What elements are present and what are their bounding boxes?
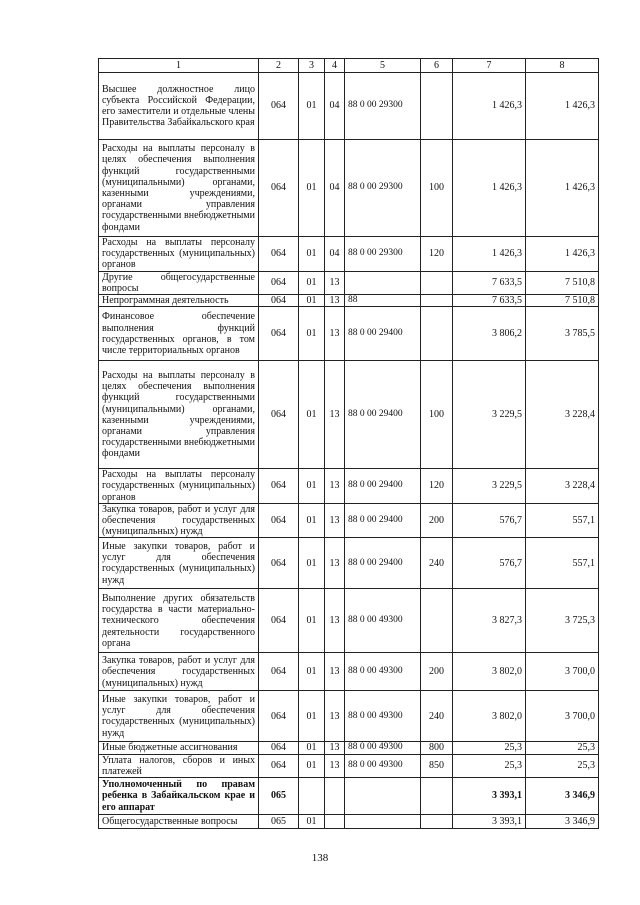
row-name-cell: Уполномоченный по правам ребенка в Забайкальском крае и его аппарат <box>99 778 259 815</box>
row-csr-cell: 88 0 00 29400 <box>345 307 421 361</box>
row-pr-cell: 13 <box>325 653 345 691</box>
row-name-cell: Уплата налогов, сборов и иных платежей <box>99 754 259 777</box>
row-pr-cell: 04 <box>325 140 345 237</box>
row-pr-cell: 13 <box>325 691 345 742</box>
row-rz-cell: 01 <box>299 295 325 307</box>
row-gr-cell: 064 <box>259 361 299 469</box>
table-row <box>99 295 599 307</box>
row-vr-cell: 200 <box>421 503 453 538</box>
table-row <box>99 815 599 829</box>
table-row <box>99 754 599 777</box>
row-value-2021-cell: 3 393,1 <box>453 815 526 829</box>
row-pr-cell: 04 <box>325 73 345 140</box>
row-pr-cell <box>325 778 345 815</box>
header-cell-1: 1 <box>99 59 259 73</box>
row-value-2021-cell: 1 426,3 <box>453 237 526 272</box>
row-vr-cell <box>421 73 453 140</box>
row-name-cell: Иные закупки товаров, работ и услуг для обеспечения государственных (муниципальных) нужд <box>99 538 259 589</box>
row-vr-cell <box>421 589 453 653</box>
row-pr-cell: 13 <box>325 361 345 469</box>
row-csr-cell: 88 0 00 49300 <box>345 742 421 754</box>
row-value-2021-cell: 3 229,5 <box>453 469 526 504</box>
row-vr-cell: 850 <box>421 754 453 777</box>
header-cell-3: 3 <box>299 59 325 73</box>
row-value-2022-cell: 557,1 <box>526 503 599 538</box>
row-gr-cell: 064 <box>259 295 299 307</box>
row-value-2022-cell: 25,3 <box>526 754 599 777</box>
table-row <box>99 538 599 589</box>
row-value-2022-cell: 1 426,3 <box>526 140 599 237</box>
row-pr-cell: 13 <box>325 742 345 754</box>
row-value-2021-cell: 1 426,3 <box>453 73 526 140</box>
row-name-cell: Закупка товаров, работ и услуг для обеспечения государственных (муниципальных) нужд <box>99 503 259 538</box>
row-rz-cell: 01 <box>299 589 325 653</box>
row-gr-cell: 064 <box>259 237 299 272</box>
row-value-2022-cell: 3 346,9 <box>526 815 599 829</box>
row-csr-cell: 88 0 00 29300 <box>345 237 421 272</box>
row-value-2021-cell: 25,3 <box>453 742 526 754</box>
row-name-cell: Общегосударственные вопросы <box>99 815 259 829</box>
table-row <box>99 778 599 815</box>
row-value-2021-cell: 3 229,5 <box>453 361 526 469</box>
row-value-2021-cell: 25,3 <box>453 754 526 777</box>
row-value-2022-cell: 25,3 <box>526 742 599 754</box>
table-row <box>99 691 599 742</box>
row-rz-cell: 01 <box>299 815 325 829</box>
row-csr-cell <box>345 778 421 815</box>
row-vr-cell <box>421 295 453 307</box>
table-row <box>99 237 599 272</box>
row-rz-cell: 01 <box>299 538 325 589</box>
row-csr-cell: 88 <box>345 295 421 307</box>
row-vr-cell: 100 <box>421 140 453 237</box>
row-gr-cell: 064 <box>259 742 299 754</box>
row-name-cell: Иные закупки товаров, работ и услуг для обеспечения государственных (муниципальных) нужд <box>99 691 259 742</box>
row-pr-cell: 13 <box>325 307 345 361</box>
row-pr-cell: 13 <box>325 295 345 307</box>
row-gr-cell: 064 <box>259 653 299 691</box>
row-rz-cell: 01 <box>299 754 325 777</box>
table-row <box>99 742 599 754</box>
row-csr-cell <box>345 271 421 294</box>
row-rz-cell: 01 <box>299 361 325 469</box>
table-row <box>99 503 599 538</box>
row-gr-cell: 064 <box>259 140 299 237</box>
row-csr-cell: 88 0 00 49300 <box>345 653 421 691</box>
row-value-2021-cell: 576,7 <box>453 538 526 589</box>
row-gr-cell: 064 <box>259 589 299 653</box>
table-row <box>99 271 599 294</box>
row-vr-cell: 240 <box>421 691 453 742</box>
row-name-cell: Выполнение других обязательств государства в части материально-технического обеспечения деятельности государственного органа <box>99 589 259 653</box>
row-name-cell: Другие общегосударственные вопросы <box>99 271 259 294</box>
row-pr-cell: 13 <box>325 754 345 777</box>
table-row <box>99 73 599 140</box>
row-csr-cell: 88 0 00 29400 <box>345 503 421 538</box>
row-value-2022-cell: 557,1 <box>526 538 599 589</box>
row-value-2021-cell: 3 802,0 <box>453 653 526 691</box>
row-name-cell: Расходы на выплаты персоналу государственных (муниципальных) органов <box>99 237 259 272</box>
row-pr-cell: 13 <box>325 538 345 589</box>
header-cell-2: 2 <box>259 59 299 73</box>
page-number: 138 <box>311 852 329 864</box>
row-gr-cell: 064 <box>259 538 299 589</box>
row-value-2021-cell: 3 827,3 <box>453 589 526 653</box>
row-pr-cell: 04 <box>325 237 345 272</box>
row-value-2022-cell: 7 510,8 <box>526 295 599 307</box>
row-csr-cell: 88 0 00 49300 <box>345 754 421 777</box>
row-pr-cell <box>325 815 345 829</box>
table-row <box>99 361 599 469</box>
row-value-2022-cell: 1 426,3 <box>526 237 599 272</box>
row-rz-cell: 01 <box>299 140 325 237</box>
row-value-2022-cell: 3 228,4 <box>526 469 599 504</box>
row-csr-cell: 88 0 00 29400 <box>345 538 421 589</box>
row-csr-cell: 88 0 00 29300 <box>345 140 421 237</box>
row-rz-cell: 01 <box>299 742 325 754</box>
row-value-2021-cell: 3 806,2 <box>453 307 526 361</box>
row-name-cell: Высшее должностное лицо субъекта Российской Федерации, его заместители и отдельные члены Правительства Забайкальского края <box>99 73 259 140</box>
row-pr-cell: 13 <box>325 271 345 294</box>
row-value-2022-cell: 7 510,8 <box>526 271 599 294</box>
row-pr-cell: 13 <box>325 589 345 653</box>
row-name-cell: Непрограммная деятельность <box>99 295 259 307</box>
row-rz-cell: 01 <box>299 691 325 742</box>
row-gr-cell: 064 <box>259 503 299 538</box>
row-gr-cell: 064 <box>259 73 299 140</box>
row-rz-cell: 01 <box>299 503 325 538</box>
row-rz-cell: 01 <box>299 653 325 691</box>
row-value-2022-cell: 3 725,3 <box>526 589 599 653</box>
table-row <box>99 589 599 653</box>
row-rz-cell: 01 <box>299 307 325 361</box>
header-cell-8: 8 <box>526 59 599 73</box>
row-gr-cell: 064 <box>259 691 299 742</box>
table-body <box>99 73 599 829</box>
row-vr-cell: 120 <box>421 469 453 504</box>
row-csr-cell: 88 0 00 29300 <box>345 73 421 140</box>
table-row <box>99 140 599 237</box>
row-gr-cell: 064 <box>259 754 299 777</box>
row-pr-cell: 13 <box>325 503 345 538</box>
row-name-cell: Расходы на выплаты персоналу государственных (муниципальных) органов <box>99 469 259 504</box>
row-value-2022-cell: 3 346,9 <box>526 778 599 815</box>
row-gr-cell: 065 <box>259 778 299 815</box>
row-vr-cell: 100 <box>421 361 453 469</box>
row-name-cell: Закупка товаров, работ и услуг для обеспечения государственных (муниципальных) нужд <box>99 653 259 691</box>
table-row <box>99 469 599 504</box>
row-rz-cell <box>299 778 325 815</box>
table-row <box>99 653 599 691</box>
row-vr-cell: 200 <box>421 653 453 691</box>
row-pr-cell: 13 <box>325 469 345 504</box>
row-name-cell: Расходы на выплаты персоналу в целях обеспечения выполнения функций государственными (муниципальными) органами, казенными учреждениями, органами управления государственными внебюджетными фондами <box>99 361 259 469</box>
row-value-2021-cell: 3 393,1 <box>453 778 526 815</box>
row-csr-cell: 88 0 00 49300 <box>345 589 421 653</box>
row-vr-cell <box>421 778 453 815</box>
row-value-2021-cell: 7 633,5 <box>453 271 526 294</box>
row-value-2022-cell: 1 426,3 <box>526 73 599 140</box>
row-value-2021-cell: 7 633,5 <box>453 295 526 307</box>
row-vr-cell <box>421 307 453 361</box>
row-value-2021-cell: 1 426,3 <box>453 140 526 237</box>
header-cell-5: 5 <box>345 59 421 73</box>
budget-table <box>98 58 599 829</box>
header-cell-6: 6 <box>421 59 453 73</box>
table-row <box>99 307 599 361</box>
row-rz-cell: 01 <box>299 469 325 504</box>
row-value-2022-cell: 3 700,0 <box>526 653 599 691</box>
row-rz-cell: 01 <box>299 73 325 140</box>
row-value-2022-cell: 3 785,5 <box>526 307 599 361</box>
row-rz-cell: 01 <box>299 271 325 294</box>
row-gr-cell: 065 <box>259 815 299 829</box>
row-vr-cell: 800 <box>421 742 453 754</box>
row-value-2021-cell: 576,7 <box>453 503 526 538</box>
row-csr-cell: 88 0 00 29400 <box>345 469 421 504</box>
row-vr-cell: 240 <box>421 538 453 589</box>
row-vr-cell <box>421 271 453 294</box>
header-row <box>99 59 599 73</box>
row-gr-cell: 064 <box>259 271 299 294</box>
row-value-2021-cell: 3 802,0 <box>453 691 526 742</box>
row-gr-cell: 064 <box>259 469 299 504</box>
row-rz-cell: 01 <box>299 237 325 272</box>
row-value-2022-cell: 3 700,0 <box>526 691 599 742</box>
header-cell-4: 4 <box>325 59 345 73</box>
header-cell-7: 7 <box>453 59 526 73</box>
row-csr-cell: 88 0 00 49300 <box>345 691 421 742</box>
row-gr-cell: 064 <box>259 307 299 361</box>
row-value-2022-cell: 3 228,4 <box>526 361 599 469</box>
row-name-cell: Финансовое обеспечение выполнения функций государственных органов, в том числе территориальных органов <box>99 307 259 361</box>
row-csr-cell: 88 0 00 29400 <box>345 361 421 469</box>
row-vr-cell <box>421 815 453 829</box>
row-csr-cell <box>345 815 421 829</box>
row-name-cell: Иные бюджетные ассигнования <box>99 742 259 754</box>
row-name-cell: Расходы на выплаты персоналу в целях обеспечения выполнения функций государственными (муниципальными) органами, казенными учреждениями, органами управления государственными внебюджетными фондами <box>99 140 259 237</box>
row-vr-cell: 120 <box>421 237 453 272</box>
